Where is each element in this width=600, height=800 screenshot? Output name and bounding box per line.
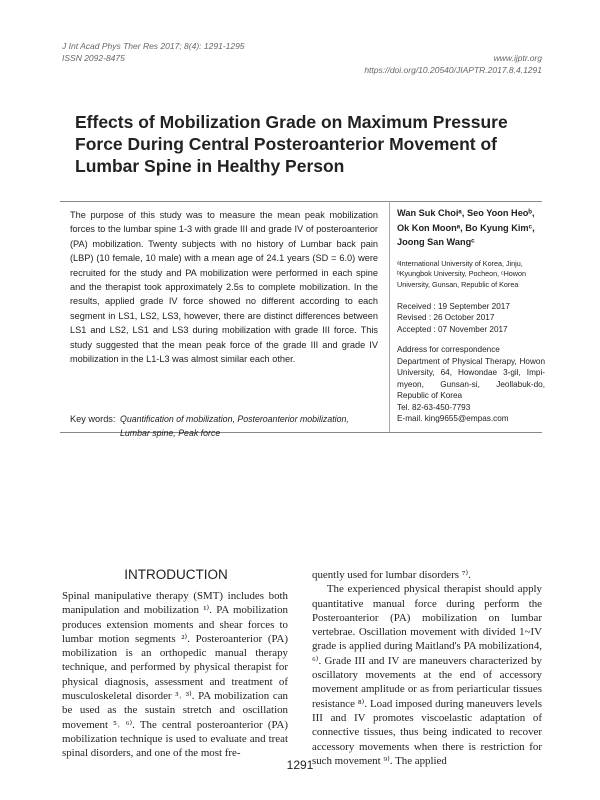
correspondence-address: Department of Physical Therapy, Howon University, 64, Howondae 3-gil, Impi-myeon, Gunsan-si, Jeollabuk-do, Republic of Korea [397,356,545,401]
correspondence-email[interactable]: E-mail. king9655@empas.com [397,414,509,424]
received-date: Received : 19 September 2017 [397,301,510,311]
correspondence-tel: Tel. 82-63-450-7793 [397,402,471,412]
journal-citation: J Int Acad Phys Ther Res 2017; 8(4): 1291-1295 [62,41,245,51]
journal-links [364,52,542,76]
journal-website-link[interactable]: www.ijptr.org [493,53,542,63]
journal-header [62,40,245,64]
doi-link[interactable]: https://doi.org/10.20540/JIAPTR.2017.8.4.1291 [364,65,542,75]
accepted-date: Accepted : 07 November 2017 [397,324,508,334]
abstract: The purpose of this study was to measure the mean peak mobilization forces to the lumbar spine 1-3 with grade III and grade IV of posteroanterior (PA) mobilization. Twenty subjects with no history of Lumbar back pain (LBP) (10 female, 10 male) with a mean age of 24.1 years (SD = 6.0) were recruited for the study and PA mobilization were performed in each spine and the therapist took approximately 2.5s to complete mobilization. In the results, applied grade IV force showed no different according to each segment in LS1, LS2, LS3, however, there are distinct differences between LS1 and LS2, LS1 and LS3 during mobilization with grade III force. This study suggested that the mean peak force of the grade III and grade IV mobilization in the L1-L3 was almost similar each other. [70,210,378,365]
keywords-label: Key words: [70,414,116,424]
keywords [70,412,380,440]
author-info-panel [397,206,545,425]
revised-date: Revised : 26 October 2017 [397,313,495,323]
introduction-left-column: Spinal manipulative therapy (SMT) includes both manipulation and mobilization ¹⁾. PA mobilization produces extension moments and shear forces to lumbar motion segments ²⁾. Posteroanterior (PA) mobilization is an orthopedic manual therapy technique, and performed by physical therapist for physical diagnosis, assessment and treatment of musculoskeletal disorder ³˒ ³⁾. PA mobilization can be used as the sustain stretch and oscillation movement ⁵˒ ⁶⁾. The central posteroanterior (PA) mobilization technique is used to evaluate and treat spinal disorders, and one of the most fre- [62,590,288,760]
author-list: Wan Suk Choiᵃ, Seo Yoon Heoᵇ, Ok Kon Moonᵃ, Bo Kyung Kimᶜ, Joong San Wangᶜ [397,208,535,247]
affiliations: ᵃInternational University of Korea, Jinju, ᵇKyungbok University, Pocheon, ᶜHowon University, Gunsan, Republic of Korea [397,258,526,290]
article-dates [397,301,545,336]
column-divider [389,201,390,432]
divider-top [60,201,542,202]
article-title: Effects of Mobilization Grade on Maximum Pressure Force During Central Posteroanterior Movement of Lumbar Spine in Healthy Person [75,112,508,176]
page-number: 1291 [286,758,314,772]
introduction-heading: INTRODUCTION [124,567,228,582]
introduction-right-column: quently used for lumbar disorders ⁷⁾. The experienced physical therapist should apply quantitative manual force during perform the Posteroanterior (PA) mobilization on lumbar vertebrae. Oscillation movement with divided 1~IV grade is applied during Maitland's PA mobilization4, ⁶⁾. Grade III and IV are maneuvers characterized by oscillatory movements at the end of accessory movement amplitude or as from periarticular tissues resistance ⁸⁾. Load imposed during maneuvers levels III and IV promotes viscoelastic adaptation of connective tissues, thus being indicated to recover accessory movements when there is restriction for such movement ⁹⁾. The applied [312,569,542,767]
issn: ISSN 2092-8475 [62,53,125,63]
keywords-text: Quantification of mobilization, Posteroanterior mobilization, Lumbar spine, Peak force [120,414,349,438]
correspondence-heading: Address for correspondence [397,345,500,355]
